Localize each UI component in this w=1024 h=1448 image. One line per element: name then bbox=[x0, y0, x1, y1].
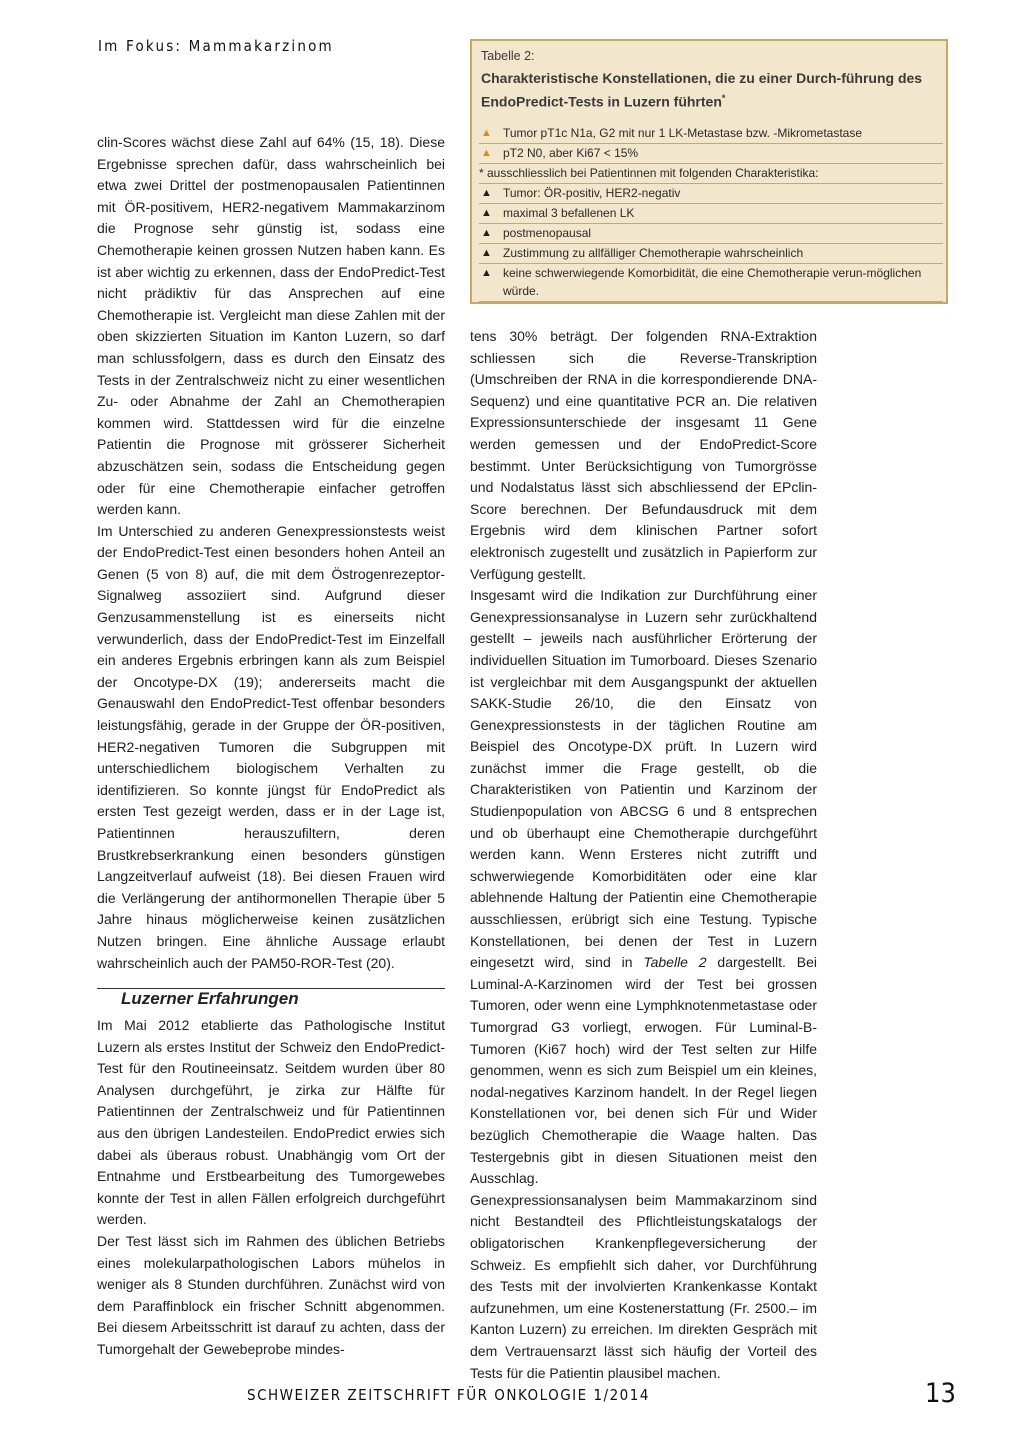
paragraph: Der Test lässt sich im Rahmen des üblichen Betriebs eines molekularpathologischen Labors mühelos in weniger als 8 Stunden durchführen. Zunächst wird von dem Paraffinblock ein frischer Schnitt abgenommen. Bei diesem Arbeitsschritt ist darauf zu achten, dass der Tumorgehalt der Gewebeprobe mindes- bbox=[97, 1232, 445, 1357]
table-row-text: Tumor: ÖR-positiv, HER2-negativ bbox=[503, 186, 681, 200]
table-row-text: keine schwerwiegende Komorbidität, die eine Chemotherapie verun-möglichen würde. bbox=[503, 266, 922, 298]
running-header: Im Fokus: Mammakarzinom bbox=[98, 37, 334, 55]
right-column bbox=[470, 326, 817, 1384]
footer-journal: SCHWEIZER ZEITSCHRIFT FÜR ONKOLOGIE 1/2014 bbox=[247, 1386, 650, 1404]
paragraph: Im Mai 2012 etablierte das Pathologische Institut Luzern als erstes Institut der Schweiz den EndoPredict-Test für den Routineeinsatz. Seitdem wurden über 80 Analysen durchgeführt, je zirka zur Hälfte für Patientinnen der Zentralschweiz und für Patientinnen aus den übrigen Landesteilen. EndoPredict erwies sich dabei als überaus robust. Unabhängig vom Ort der Entnahme und Erstbearbeitung des Tumorgewebes konnte der Test in allen Fällen erfolgreich durchgeführt werden. bbox=[97, 1017, 445, 1228]
paragraph-text: Insgesamt wird die Indikation zur Durchführung einer Genexpressionsanalyse in Luzern sehr zurückhaltend gestellt – jeweils nach ausführlicher Erörterung der individuellen Situation im Tumorboard. Dieses Szenario ist vergleichbar mit dem Ausgangspunkt der aktuellen SAKK-Studie 26/10, die den Einsatz von Genexpressionstests in der täglichen Routine am Beispiel des Oncotype-DX prüft. In Luzern wird zunächst immer die Frage gestellt, ob die Charakteristiken von Patientin und Karzinom der Studienpopulation von ABCSG 6 und 8 entsprechen und ob überhaupt eine Chemotherapie durchgeführt werden kann. Wenn Ersteres nicht zutrifft und schwerwiegende Komorbiditäten oder eine klar ablehnende Haltung der Patientin eine Chemotherapie ausschliessen, erübrigt sich eine Testung. Typische Konstellationen, bei denen der Test in Luzern eingesetzt wird, sind in bbox=[470, 587, 817, 971]
paragraph: tens 30% beträgt. Der folgenden RNA-Extraktion schliessen sich die Reverse-Transkription (Umschreiben der RNA in die korrespondierende DNA-Sequenz) und eine quantitative PCR an. Die relativen Expressionsunterschiede der insgesamt 11 Gene werden gemessen und der EndoPredict-Score bestimmt. Unter Berücksichtigung von Tumorgrösse und Nodalstatus lässt sich abschliessend der EPclin-Score berechnen. Der Befundausdruck mit dem Ergebnis wird dem klinischen Partner sofort elektronisch zugestellt und zusätzlich in Papierform zur Verfügung gestellt. bbox=[470, 328, 817, 582]
left-column bbox=[97, 132, 445, 974]
triangle-up-icon: ▲ bbox=[481, 147, 492, 159]
table-title-mark: * bbox=[721, 93, 726, 103]
table-title-text: Charakteristische Konstellationen, die zu einer Durch-führung des EndoPredict-Tests in Luzern führten bbox=[481, 70, 923, 110]
paragraph: clin-Scores wächst diese Zahl auf 64% (15, 18). Diese Ergebnisse sprechen dafür, dass wahrscheinlich bei etwa zwei Drittel der postmenopausalen Patientinnen mit ÖR-positivem, HER2-negativem Mammakarzinom die Prognose sehr günstig ist, sodass eine Chemotherapie keinen grossen Nutzen haben kann. Es ist aber wichtig zu erkennen, dass der EndoPredict-Test nicht prädiktiv für das Ansprechen auf eine Chemotherapie ist. Vergleicht man diese Zahlen mit der oben skizzierten Situation im Kanton Luzern, so darf man schlussfolgern, dass es durch den Einsatz des Tests in der Zentralschweiz nicht zu einer wesentlichen Zu- oder Abnahme der Zahl an Chemotherapien kommen wird. Stattdessen wird für die einzelne Patientin die Prognose mit grösserer Sicherheit abzuschätzen sein, sodass die Entscheidung gegen oder für eine Chemotherapie einfacher getroffen werden kann. bbox=[97, 134, 445, 518]
table-row-note bbox=[479, 164, 943, 184]
table-note-text: * ausschliesslich bei Patientinnen mit folgenden Charakteristika: bbox=[479, 166, 819, 180]
paragraph-text: dargestellt. Bei Luminal-A-Karzinomen wird der Test bei grossen Tumoren, oder wenn eine Lymphknotenmetastase oder Tumorgrad G3 vorliegt, erwogen. Für Luminal-B-Tumoren (Ki67 hoch) wird der Test selten zur Hilfe genommen, wenn es sich zum Beispiel um ein kleines, nodal-negatives Karzinom handelt. In der Regel liegen Konstellationen vor, bei denen sich Für und Wider bezüglich Chemotherapie die Waage halten. Das Testergebnis gibt in diesen Situationen meist den Ausschlag. bbox=[470, 954, 817, 1187]
triangle-up-icon: ▲ bbox=[481, 127, 492, 139]
table-row bbox=[479, 264, 943, 302]
triangle-up-icon: ▲ bbox=[481, 207, 492, 219]
table-row-text: pT2 N0, aber Ki67 < 15% bbox=[503, 146, 639, 160]
triangle-up-icon: ▲ bbox=[481, 247, 492, 259]
table-2 bbox=[470, 39, 948, 304]
table-label: Tabelle 2: bbox=[481, 49, 535, 63]
page-number: 13 bbox=[925, 1378, 956, 1409]
table-row bbox=[479, 184, 943, 204]
section-heading: Luzerner Erfahrungen bbox=[121, 989, 299, 1008]
table-row bbox=[479, 144, 943, 164]
triangle-up-icon: ▲ bbox=[481, 187, 492, 199]
table-row-text: Tumor pT1c N1a, G2 mit nur 1 LK-Metastase bzw. -Mikrometastase bbox=[503, 126, 863, 140]
table-reference: Tabelle 2 bbox=[643, 954, 707, 971]
triangle-up-icon: ▲ bbox=[481, 267, 492, 279]
triangle-up-icon: ▲ bbox=[481, 227, 492, 239]
table-row bbox=[479, 204, 943, 224]
table-title bbox=[481, 68, 941, 112]
paragraph: Im Unterschied zu anderen Genexpressionstests weist der EndoPredict-Test einen besonders hohen Anteil an Genen (5 von 8) auf, die mit dem Östrogenrezeptor-Signalweg assoziiert sind. Aufgrund dieser Genzusammenstellung ist es einerseits nicht verwunderlich, dass der EndoPredict-Test im Einzelfall ein anderes Ergebnis erbringen kann als zum Beispiel der Oncotype-DX (19); andererseits macht die Genauswahl den EndoPredict-Test offenbar besonders leistungsfähig, gerade in der Gruppe der ÖR-positiven, HER2-negativen Tumoren die Subgruppen mit unterschiedlichem biologischem Verhalten zu identifizieren. So konnte jüngst für EndoPredict als ersten Test gezeigt werden, dass er in der Lage ist, Patientinnen herauszufiltern, deren Brustkrebserkrankung einen besonders günstigen Langzeitverlauf aufweist (18). Bei diesen Frauen wird die Verlängerung der antihormonellen Therapie über 5 Jahre hinaus möglicherweise keinen zusätzlichen Nutzen bringen. Eine ähnliche Aussage erlaubt wahrscheinlich auch der PAM50-ROR-Test (20). bbox=[97, 522, 445, 971]
table-row bbox=[479, 224, 943, 244]
table-row-text: Zustimmung zu allfälliger Chemotherapie wahrscheinlich bbox=[503, 246, 804, 260]
left-column-section bbox=[97, 1015, 445, 1361]
table-row bbox=[479, 124, 943, 144]
table-row bbox=[479, 244, 943, 264]
table-row-text: maximal 3 befallenen LK bbox=[503, 206, 635, 220]
table-rows bbox=[479, 124, 943, 302]
paragraph bbox=[470, 585, 817, 1190]
table-row-text: postmenopausal bbox=[503, 226, 592, 240]
paragraph: Genexpressionsanalysen beim Mammakarzinom sind nicht Bestandteil des Pflichtleistungskatalogs der obligatorischen Krankenpflegeversicherung der Schweiz. Es empfiehlt sich daher, vor Durchführung des Tests mit der involvierten Krankenkasse Kontakt aufzunehmen, um eine Kostenerstattung (Fr. 2500.– im Kanton Luzern) zu erreichen. Im direkten Gespräch mit dem Vertrauensarzt lässt sich häufig der Vorteil des Tests für die Patientin plausibel machen. bbox=[470, 1191, 817, 1381]
